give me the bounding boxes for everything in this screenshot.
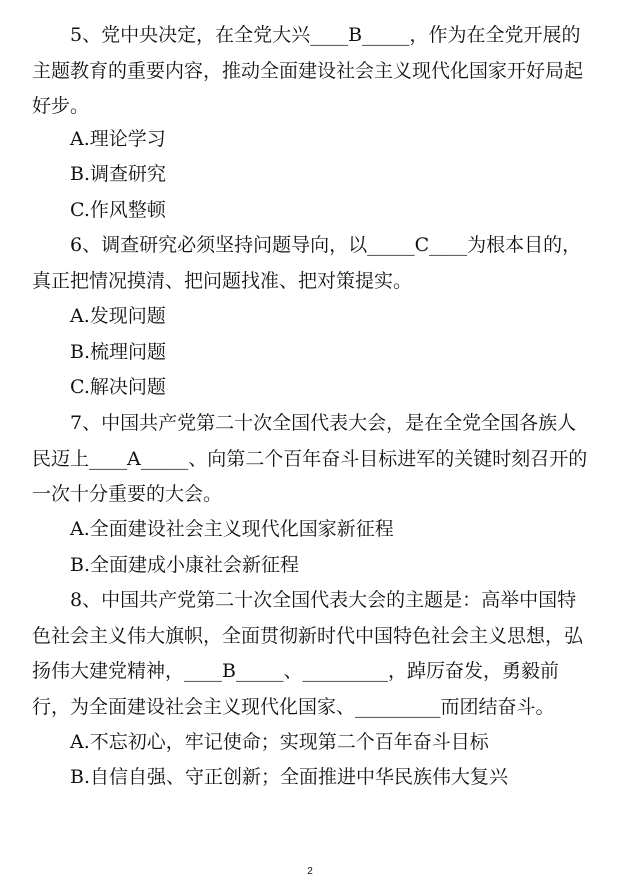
question-5-option-c: C.作风整顿 — [70, 199, 166, 221]
page-number: 2 — [307, 866, 313, 877]
question-6-option-a: A.发现问题 — [70, 305, 166, 327]
question-7-option-b: B.全面建成小康社会新征程 — [70, 554, 300, 576]
question-7-option-a: A.全面建设社会主义现代化国家新征程 — [70, 518, 394, 540]
question-6-stem: 6、调查研究必须坚持问题导向，以_____C____为根本目的，真正把情况摸清、把问题找准、把对策提实。 — [32, 234, 582, 292]
question-8-stem: 8、中国共产党第二十次全国代表大会的主题是：高举中国特色社会主义伟大旗帜，全面贯彻新时代中国特色社会主义思想，弘扬伟大建党精神，____B_____、_________，踔厉奋发，勇毅前行，为全面建设社会主义现代化国家、_________而团结奋斗。 — [32, 589, 584, 718]
question-5-option-a: A.理论学习 — [70, 128, 166, 150]
question-7-stem: 7、中国共产党第二十次全国代表大会，是在全党全国各族人民迈上____A_____、向第二个百年奋斗目标进军的关键时刻召开的一次十分重要的大会。 — [32, 412, 588, 505]
question-5-stem: 5、党中央决定，在全党大兴____B_____，作为在全党开展的主题教育的重要内容，推动全面建设社会主义现代化国家开好局起好步。 — [32, 24, 584, 117]
question-6-option-b: B.梳理问题 — [70, 341, 167, 363]
question-5-option-b: B.调查研究 — [70, 163, 167, 185]
question-8-option-b: B.自信自强、守正创新；全面推进中华民族伟大复兴 — [70, 766, 509, 788]
question-6-option-c: C.解决问题 — [70, 376, 166, 398]
question-8-option-a: A.不忘初心，牢记使命；实现第二个百年奋斗目标 — [70, 731, 489, 753]
